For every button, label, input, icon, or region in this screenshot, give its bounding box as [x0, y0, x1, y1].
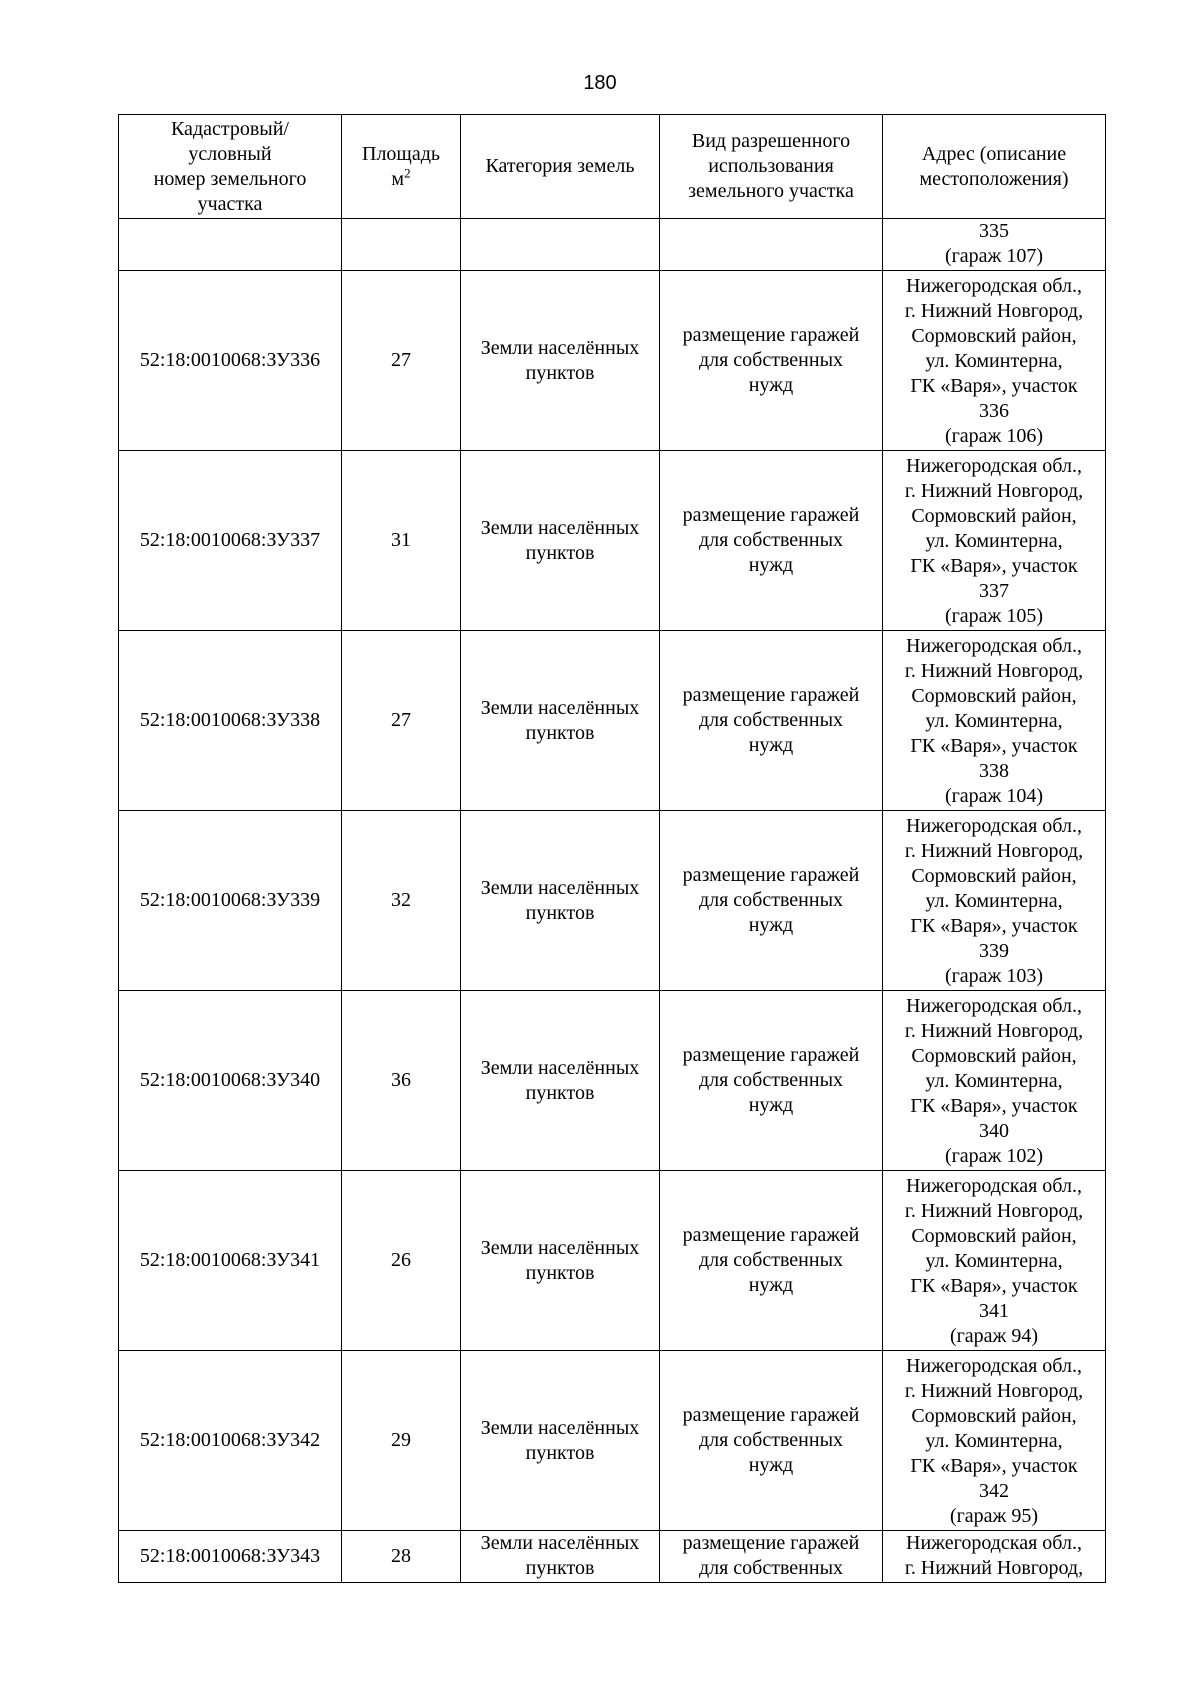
category-cell: Земли населённых пунктов: [461, 271, 660, 451]
use-cell: размещение гаражей для собственных нужд: [660, 631, 883, 811]
area-cell: 36: [342, 991, 461, 1171]
area-cell: 28: [342, 1531, 461, 1583]
continuation-row: [119, 219, 1106, 271]
cadastral-cell: 52:18:0010068:ЗУ342: [119, 1351, 342, 1531]
category-cell: Земли населённых пунктов: [461, 991, 660, 1171]
page-number: 180: [583, 72, 617, 94]
area-cell: 26: [342, 1171, 461, 1351]
table-row: [119, 631, 1106, 811]
header-category: Категория земель: [461, 115, 660, 219]
category-cell: [461, 219, 660, 271]
address-cell: Нижегородская обл., г. Нижний Новгород, Сормовский район, ул. Коминтерна, ГК «Варя», участок 340 (гараж 102): [883, 991, 1106, 1171]
table-body: [119, 219, 1106, 1583]
cadastral-cell: 52:18:0010068:ЗУ343: [119, 1531, 342, 1583]
header-area: Площадь $м^2$: [342, 115, 461, 219]
address-cell: Нижегородская обл., г. Нижний Новгород, Сормовский район, ул. Коминтерна, ГК «Варя», участок 338 (гараж 104): [883, 631, 1106, 811]
land-plots-table: [118, 114, 1106, 1583]
use-cell: размещение гаражей для собственных нужд: [660, 1171, 883, 1351]
table-row: [119, 1171, 1106, 1351]
address-cell: 335 (гараж 107): [883, 219, 1106, 271]
cadastral-cell: 52:18:0010068:ЗУ336: [119, 271, 342, 451]
use-cell: размещение гаражей для собственных нужд: [660, 991, 883, 1171]
table-row: [119, 451, 1106, 631]
cadastral-cell: [119, 219, 342, 271]
category-cell: Земли населённых пунктов: [461, 1171, 660, 1351]
category-cell: Земли населённых пунктов: [461, 1351, 660, 1531]
cadastral-cell: 52:18:0010068:ЗУ338: [119, 631, 342, 811]
cadastral-cell: 52:18:0010068:ЗУ339: [119, 811, 342, 991]
cadastral-cell: 52:18:0010068:ЗУ340: [119, 991, 342, 1171]
table-row: [119, 811, 1106, 991]
cadastral-cell: 52:18:0010068:ЗУ337: [119, 451, 342, 631]
category-cell: Земли населённых пунктов: [461, 811, 660, 991]
header-cadastral: Кадастровый/ условный номер земельного участка: [119, 115, 342, 219]
category-cell: Земли населённых пунктов: [461, 1531, 660, 1583]
address-cell: Нижегородская обл., г. Нижний Новгород,: [883, 1531, 1106, 1583]
address-cell: Нижегородская обл., г. Нижний Новгород, Сормовский район, ул. Коминтерна, ГК «Варя», участок 339 (гараж 103): [883, 811, 1106, 991]
address-cell: Нижегородская обл., г. Нижний Новгород, Сормовский район, ул. Коминтерна, ГК «Варя», участок 342 (гараж 95): [883, 1351, 1106, 1531]
category-cell: Земли населённых пунктов: [461, 631, 660, 811]
area-cell: 32: [342, 811, 461, 991]
table-row: [119, 1351, 1106, 1531]
use-cell: размещение гаражей для собственных нужд: [660, 451, 883, 631]
use-cell: размещение гаражей для собственных: [660, 1531, 883, 1583]
area-cell: 27: [342, 271, 461, 451]
table-header: [119, 115, 1106, 219]
address-cell: Нижегородская обл., г. Нижний Новгород, Сормовский район, ул. Коминтерна, ГК «Варя», участок 337 (гараж 105): [883, 451, 1106, 631]
table-row: [119, 271, 1106, 451]
area-cell: [342, 219, 461, 271]
area-cell: 31: [342, 451, 461, 631]
address-cell: Нижегородская обл., г. Нижний Новгород, Сормовский район, ул. Коминтерна, ГК «Варя», участок 341 (гараж 94): [883, 1171, 1106, 1351]
use-cell: размещение гаражей для собственных нужд: [660, 1351, 883, 1531]
table-row: [119, 1531, 1106, 1583]
category-cell: Земли населённых пунктов: [461, 451, 660, 631]
use-cell: размещение гаражей для собственных нужд: [660, 271, 883, 451]
area-cell: 27: [342, 631, 461, 811]
use-cell: размещение гаражей для собственных нужд: [660, 811, 883, 991]
cadastral-cell: 52:18:0010068:ЗУ341: [119, 1171, 342, 1351]
area-cell: 29: [342, 1351, 461, 1531]
table-row: [119, 991, 1106, 1171]
header-row: [119, 115, 1106, 219]
header-permitted-use: Вид разрешенного использования земельного участка: [660, 115, 883, 219]
use-cell: [660, 219, 883, 271]
address-cell: Нижегородская обл., г. Нижний Новгород, Сормовский район, ул. Коминтерна, ГК «Варя», участок 336 (гараж 106): [883, 271, 1106, 451]
header-address: Адрес (описание местоположения): [883, 115, 1106, 219]
